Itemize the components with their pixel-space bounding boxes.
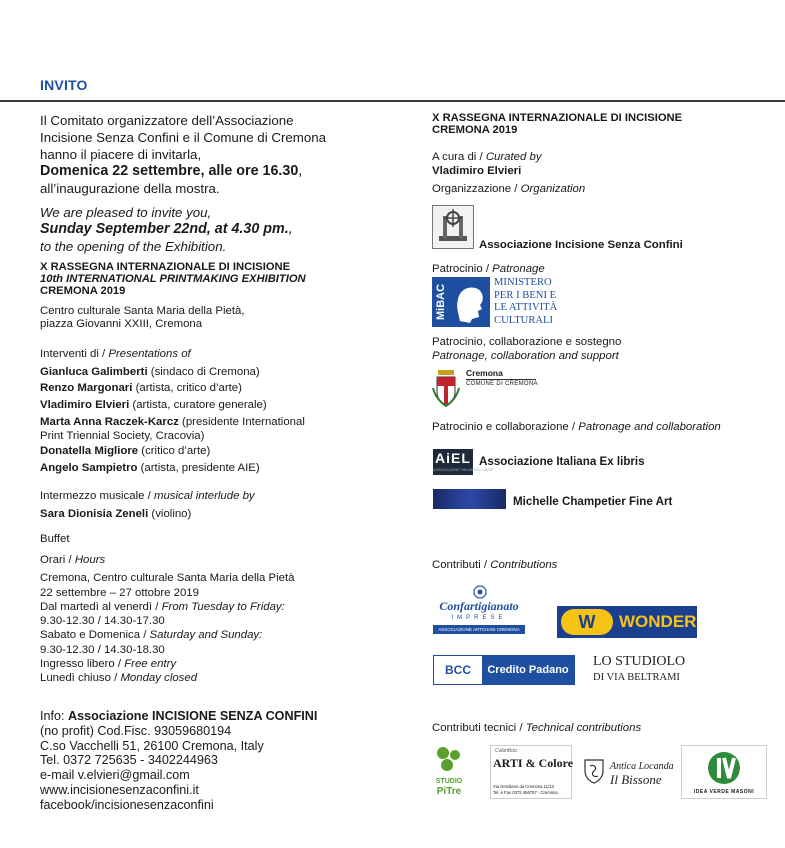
info-line: (no profit) Cod.Fisc. 93059680194 <box>40 723 232 738</box>
divider <box>0 100 785 102</box>
cremona-sub: COMUNE DI CREMONA <box>466 381 538 387</box>
aie-logo <box>433 449 494 475</box>
hours-line: Cremona, Centro culturale Santa Maria della Pietà <box>40 572 295 585</box>
hours-label: Orari / <box>40 554 75 566</box>
aie-name: Associazione Italiana Ex libris <box>479 455 645 468</box>
printing-press-icon <box>433 206 473 248</box>
org-label <box>432 182 585 196</box>
arti-line: Colorificio <box>495 748 517 754</box>
intro-line-en: We are pleased to invite you, <box>40 205 212 220</box>
studiolo-line: LO STUDIOLO <box>593 654 686 669</box>
confart-name: Confartigianato <box>439 599 519 613</box>
confart-band: ASSOCIAZIONE ARTIGIANI CREMONA <box>433 625 525 634</box>
pcs-label-it: Patrocinio, collaborazione e sostegno <box>432 336 622 348</box>
emblem-icon <box>473 585 487 599</box>
pcs-label <box>432 335 621 363</box>
info-email[interactable]: e-mail v.elvieri@gmail.com <box>40 768 190 783</box>
speaker-name: Gianluca Galimberti <box>40 365 148 378</box>
right-title-line: CREMONA 2019 <box>432 124 518 136</box>
studio-pitre-logo <box>433 745 465 797</box>
bissone-line: Antica Locanda <box>610 761 674 772</box>
speaker-name: Vladimiro Elvieri <box>40 398 130 411</box>
mibac-line: CULTURALI <box>494 314 554 326</box>
hours-line: 22 settembre – 27 ottobre 2019 <box>40 586 199 599</box>
isc-logo <box>432 205 474 249</box>
right-title-line: X RASSEGNA INTERNAZIONALE DI INCISIONE <box>432 112 683 124</box>
pc-label-en: Patronage and collaboration <box>578 421 721 433</box>
venue-line: piazza Giovanni XXIII, Cremona <box>40 318 203 330</box>
hours-line-en: Saturday and Sunday: <box>149 629 263 642</box>
mibac-logo <box>432 277 490 327</box>
pc-label <box>432 420 721 434</box>
speaker-role: (artista, presidente AIE) <box>137 461 260 474</box>
presentations <box>40 346 385 476</box>
right-title <box>432 112 682 136</box>
speaker-name: Donatella Migliore <box>40 445 139 457</box>
patronage-label-it: Patrocinio / <box>432 263 493 275</box>
buffet: Buffet <box>40 533 70 545</box>
intro-line-en: to the opening of the Exhibition. <box>40 239 227 254</box>
studiolo-logo <box>593 654 685 686</box>
venue-line: Centro culturale Santa Maria della Pietà, <box>40 305 245 317</box>
hours-line-en: Monday closed <box>120 672 198 685</box>
page-title: INVITO <box>40 77 88 93</box>
musician-name: Sara Dionisia Zeneli <box>40 508 149 520</box>
profile-head-icon <box>448 281 488 323</box>
punct: , <box>288 221 293 237</box>
arti-line: ARTI & Colore <box>493 756 574 770</box>
music <box>40 487 255 523</box>
pcs-label-en: Patronage, collaboration and support <box>432 350 619 362</box>
wonder-logo <box>557 606 697 638</box>
arti-colore-logo <box>490 745 572 799</box>
coat-of-arms-icon <box>432 368 460 408</box>
speaker-name: Renzo Margonari <box>40 382 133 394</box>
music-label: Intermezzo musicale / <box>40 490 154 502</box>
mibac-line: LE ATTIVITÀ <box>494 302 558 313</box>
patronage-label-en: Patronage <box>492 263 545 275</box>
hours-line: Lunedì chiuso / <box>40 672 121 685</box>
presentations-label: Interventi di / <box>40 348 109 360</box>
pc-label-it: Patrocinio e collaborazione / <box>432 421 579 433</box>
hours-line: Sabato e Domenica / <box>40 629 150 642</box>
punct: , <box>298 163 303 179</box>
arti-line: Tel. e Fax 0372.456787 - Cremona <box>493 790 558 795</box>
org-name: Associazione Incisione Senza Confini <box>479 239 683 251</box>
aie-logo-text: AiEL <box>435 450 471 466</box>
mibac-line: PER I BENI E <box>494 289 557 301</box>
venue <box>40 305 245 331</box>
speaker-role: (critico d’arte) <box>138 445 211 457</box>
studio-pitre-line: PiTre <box>436 786 462 797</box>
exhibition-title-line: CREMONA 2019 <box>40 285 126 297</box>
studio-pitre-line: STUDIO <box>435 778 463 785</box>
speaker-name: Angelo Sampietro <box>40 461 138 474</box>
hours-line: Dal martedì al venerdì / <box>40 600 162 613</box>
contrib-label-en: Contributions <box>490 559 558 571</box>
opening-date-en: Sunday September 22nd, at 4.30 pm. <box>40 221 289 237</box>
speaker-role: (artista, critico d’arte) <box>132 382 242 394</box>
studiolo-line: DI VIA BELTRAMI <box>593 672 680 683</box>
contrib-label-it: Contributi / <box>432 559 491 571</box>
info-website[interactable]: www.incisionesenzaconfini.it <box>40 782 199 797</box>
tech-label <box>432 721 641 735</box>
exhibition-title <box>40 261 380 297</box>
idea-verde-text: IDEA VERDE MASONI <box>693 789 755 795</box>
mibac-line: MINISTERO <box>494 277 552 288</box>
tech-label-it: Contributi tecnici / <box>432 722 526 734</box>
bissone-text <box>610 760 674 786</box>
org-label-it: Organizzazione / <box>432 183 521 195</box>
contrib-label <box>432 558 557 572</box>
idea-verde-logo <box>681 745 767 799</box>
intro-block <box>40 112 370 197</box>
intro-line: Il Comitato organizzatore dell’Associazione <box>40 113 294 128</box>
hours-line: Ingresso libero / <box>40 658 125 671</box>
info-facebook[interactable]: facebook/incisionesenzaconfini <box>40 797 214 812</box>
info-phone: Tel. 0372 725635 - 3402244963 <box>40 753 218 768</box>
wonder-text: WONDER <box>619 612 697 631</box>
speaker-role: (presidente International <box>178 416 305 428</box>
wonder-w: W <box>561 609 613 635</box>
bissone-line: Il Bissone <box>610 772 662 787</box>
curated-label: A cura di / <box>432 151 486 163</box>
mibac-text <box>494 277 557 327</box>
intro-line: hanno il piacere di invitarla, <box>40 147 202 162</box>
info-org: Associazione INCISIONE SENZA CONFINI <box>68 709 318 723</box>
opening-date: Domenica 22 settembre, alle ore 16.30 <box>40 163 299 179</box>
english-intro <box>40 204 370 255</box>
confart-imprese: IMPRESE <box>451 615 507 621</box>
hours-line-en: From Tuesday to Friday: <box>161 600 285 613</box>
hours-label-en: Hours <box>74 554 106 566</box>
intro-line: all’inaugurazione della mostra. <box>40 181 220 196</box>
presentations-label-en: Presentations of <box>108 348 191 360</box>
musician-role: (violino) <box>148 508 192 520</box>
hours-line-en: Free entry <box>124 658 177 671</box>
intro-line: Incisione Senza Confini e il Comune di Cremona <box>40 130 327 145</box>
exhibition-title-line: X RASSEGNA INTERNAZIONALE DI INCISIONE <box>40 261 291 273</box>
bcc-logo <box>433 655 575 685</box>
exhibition-title-line: 10th INTERNATIONAL PRINTMAKING EXHIBITION <box>40 273 306 285</box>
curator-name: Vladimiro Elvieri <box>432 165 522 177</box>
info-block <box>40 709 385 813</box>
champetier-logo <box>433 489 506 509</box>
curated <box>432 150 542 178</box>
music-label-en: musical interlude by <box>153 490 255 502</box>
curated-label-en: Curated by <box>485 151 542 163</box>
credito-padano: Credito Padano <box>482 656 574 684</box>
mibac-side-text: MiBAC <box>435 283 447 321</box>
cremona-crest <box>432 368 460 408</box>
arti-line: Via Geroliano da Cremona 11/13 <box>493 784 554 789</box>
bcc-mark: BCC <box>436 658 480 682</box>
crest-icon <box>582 757 606 785</box>
champetier-name: Michelle Champetier Fine Art <box>513 495 673 508</box>
info-label: Info: <box>40 709 69 723</box>
pitre-mark-icon <box>433 745 465 773</box>
bissone-crest <box>582 757 606 785</box>
leaf-iv-icon <box>706 748 742 788</box>
tech-label-en: Technical contributions <box>525 722 642 734</box>
hours-line: 9.30-12.30 / 14.30-17.30 <box>40 615 165 628</box>
confartigianato-logo <box>433 585 525 637</box>
hours <box>40 553 380 686</box>
cremona-title: Cremona <box>466 368 536 380</box>
info-address: C.so Vacchelli 51, 26100 Cremona, Italy <box>40 738 264 753</box>
patronage-label <box>432 262 545 276</box>
speaker-role: Print Triennial Society, Cracovia) <box>40 430 205 442</box>
org-label-en: Organization <box>520 183 586 195</box>
hours-line: 9.30-12.30 / 14.30-18.30 <box>40 643 165 656</box>
speaker-role: (sindaco di Cremona) <box>147 365 260 378</box>
speaker-name: Marta Anna Raczek-Karcz <box>40 416 179 428</box>
speaker-role: (artista, curatore generale) <box>129 398 267 411</box>
aie-logo-sub: ASSOCIAZIONE ITALIANA EX LIBRIS <box>433 468 494 472</box>
